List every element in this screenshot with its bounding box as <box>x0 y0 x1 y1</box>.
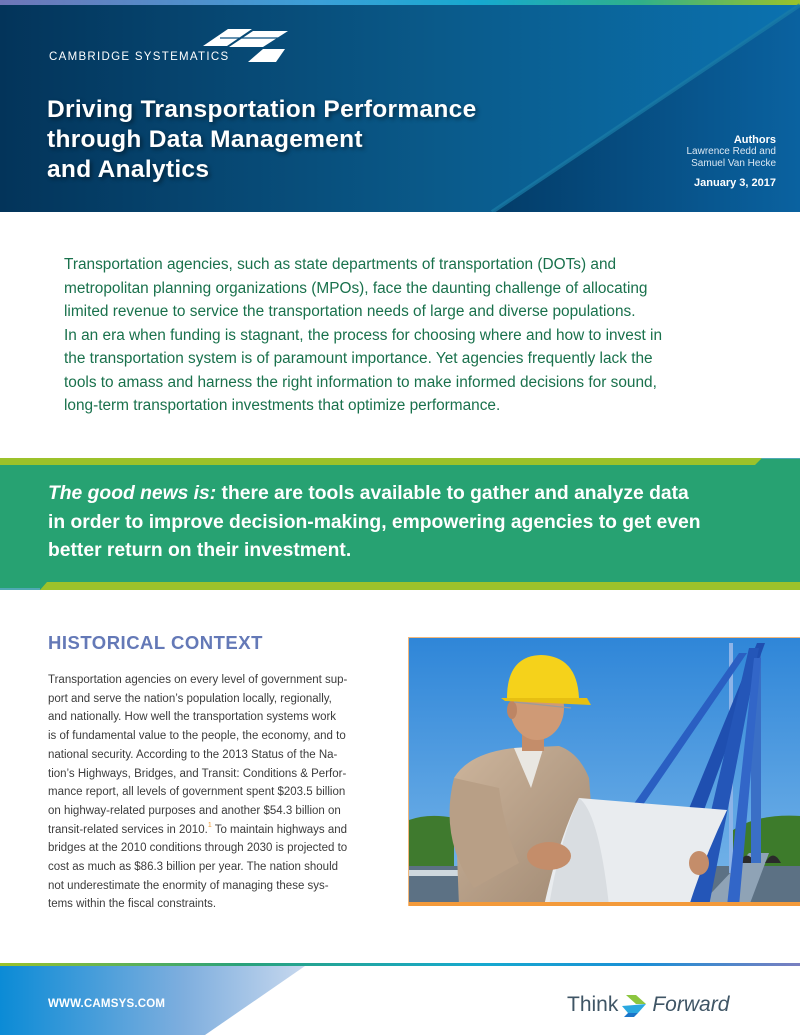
body-line: Transportation agencies on every level of government sup- <box>48 674 348 686</box>
body-line: bridges at the 2010 conditions through 2030 is projected to <box>48 842 348 855</box>
authors-label: Authors <box>733 134 776 146</box>
engineer-photo <box>408 637 800 906</box>
intro-line: limited revenue to service the transportation needs of large and diverse populations. <box>64 303 636 320</box>
callout-line: better return on their investment. <box>48 540 352 561</box>
body-line: national security. According to the 2013 Status of the Na- <box>48 748 338 761</box>
title-line: Driving Transportation Performance <box>47 96 477 123</box>
body-line: is of fundamental value to the people, the economy, and to <box>48 730 346 743</box>
section-body <box>48 671 398 914</box>
publish-date: January 3, 2017 <box>694 177 776 189</box>
body-line: and nationally. How well the transportation systems work <box>48 711 337 724</box>
callout-line: there are tools available to gather and analyze data <box>216 483 689 504</box>
brand-name: CAMBRIDGE SYSTEMATICS <box>49 51 230 63</box>
body-line: tems within the fiscal constraints. <box>48 898 217 911</box>
intro-line: Transportation agencies, such as state departments of transportation (DOTs) and <box>64 256 617 273</box>
callout-lead: The good news is: <box>48 483 217 504</box>
title-line: through Data Management <box>47 126 363 153</box>
section-heading: HISTORICAL CONTEXT <box>48 632 263 653</box>
intro-line: metropolitan planning organizations (MPOs), face the daunting challenge of allocating <box>64 279 648 297</box>
body-line-part: transit-related services in 2010. <box>48 823 208 836</box>
intro-line: tools to amass and harness the right information to make informed decisions for sound, <box>64 373 657 391</box>
photo-accent-bar <box>409 902 800 906</box>
body-line: cost as much as $86.3 billion per year. The nation should <box>48 861 339 874</box>
think-forward-tagline <box>567 990 729 1020</box>
footnote-marker[interactable]: 1 <box>207 821 212 829</box>
intro-line: long-term transportation investments that optimize performance. <box>64 397 501 414</box>
body-line: tion’s Highways, Bridges, and Transit: Conditions & Perfor- <box>48 767 347 780</box>
title-line: and Analytics <box>47 156 210 183</box>
callout-text <box>48 480 701 566</box>
author-line: Samuel Van Hecke <box>691 158 776 169</box>
author-line: Lawrence Redd and <box>686 146 776 157</box>
body-line: not underestimate the enormity of managing these sys- <box>48 879 329 892</box>
intro-line: the transportation system is of paramount importance. Yet agencies frequently lack the <box>64 350 653 367</box>
body-line: on highway-related purposes and another $54.3 billion on <box>48 804 341 817</box>
callout-banner <box>0 458 800 590</box>
body-line-part: To maintain highways and <box>211 823 348 836</box>
forward-arrow-icon <box>620 993 650 1017</box>
engineer-with-blueprint-photo-icon <box>409 638 800 906</box>
tagline-think: Think <box>567 993 619 1016</box>
header-banner <box>0 0 800 212</box>
body-line <box>48 821 398 840</box>
page-title <box>47 95 477 185</box>
website-link[interactable]: WWW.CAMSYS.COM <box>48 998 166 1010</box>
body-line: port and serve the nation’s population locally, regionally, <box>48 692 332 705</box>
intro-line: In an era when funding is stagnant, the process for choosing where and how to invest in <box>64 326 663 344</box>
intro-paragraph <box>64 253 764 418</box>
tagline-forward: Forward <box>652 993 730 1016</box>
authors-block <box>686 134 776 189</box>
callout-line: in order to improve decision-making, empowering agencies to get even <box>48 511 701 533</box>
body-line: mance report, all levels of government spent $203.5 billion <box>48 786 346 799</box>
